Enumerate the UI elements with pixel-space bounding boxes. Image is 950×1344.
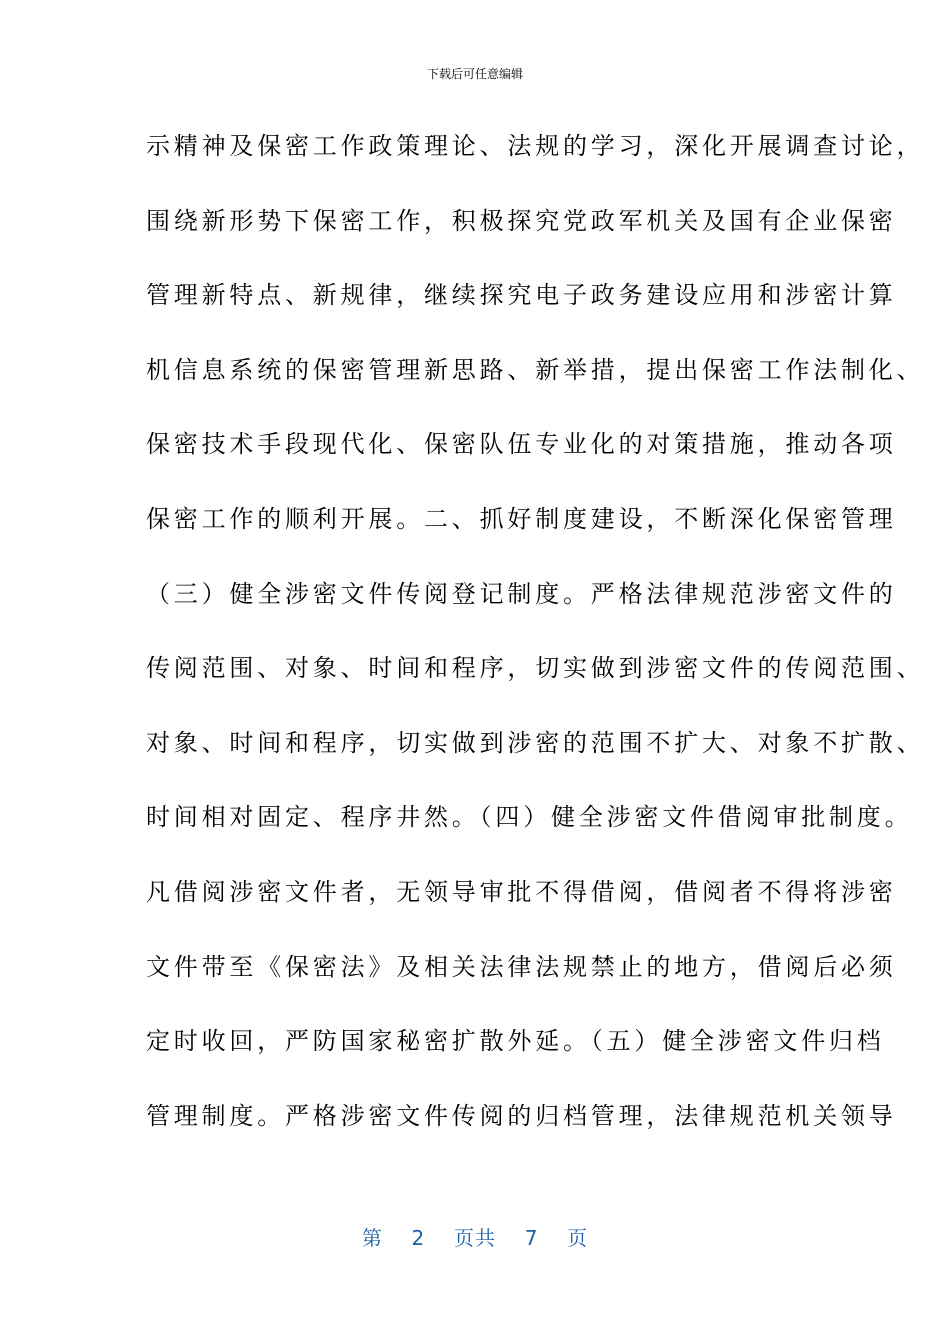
body-line: 定时收回，严防国家秘密扩散外延。（五）健全涉密文件归档 [146,1027,885,1056]
body-line: （三）健全涉密文件传阅登记制度。严格法律规范涉密文件的 [146,579,897,608]
body-line: 示精神及保密工作政策理论、法规的学习，深化开展调查讨论， [146,132,925,160]
body-line: 保密工作的顺利开展。二、抓好制度建设，不断深化保密管理 [146,504,897,533]
document-body [146,128,925,1172]
body-line: 凡借阅涉密文件者，无领导审批不得借阅，借阅者不得将涉密 [146,877,897,906]
header-note: 下载后可任意编辑 [426,67,523,81]
body-line: 机信息系统的保密管理新思路、新举措，提出保密工作法制化、 [146,355,925,384]
body-line: 围绕新形势下保密工作，积极探究党政军机关及国有企业保密 [146,206,897,235]
body-line: 文件带至《保密法》及相关法律法规禁止的地方，借阅后必须 [146,952,897,981]
page-footer [0,1226,950,1250]
body-line: 传阅范围、对象、时间和程序，切实做到涉密文件的传阅范围、 [146,654,925,683]
footer-prefix: 第 [361,1226,383,1250]
body-line: 时间相对固定、程序井然。（四）健全涉密文件借阅审批制度。 [146,803,913,832]
footer-total-pages: 7 [524,1226,539,1250]
body-line: 对象、时间和程序，切实做到涉密的范围不扩大、对象不扩散、 [146,728,925,757]
body-line: 管理新特点、新规律，继续探究电子政务建设应用和涉密计算 [146,281,897,310]
footer-middle: 页共 [454,1226,496,1250]
body-line: 保密技术手段现代化、保密队伍专业化的对策措施，推动各项 [146,430,897,459]
footer-suffix: 页 [567,1226,589,1250]
body-line: 管理制度。严格涉密文件传阅的归档管理，法律规范机关领导 [146,1101,897,1130]
footer-page-number: 2 [411,1226,426,1250]
